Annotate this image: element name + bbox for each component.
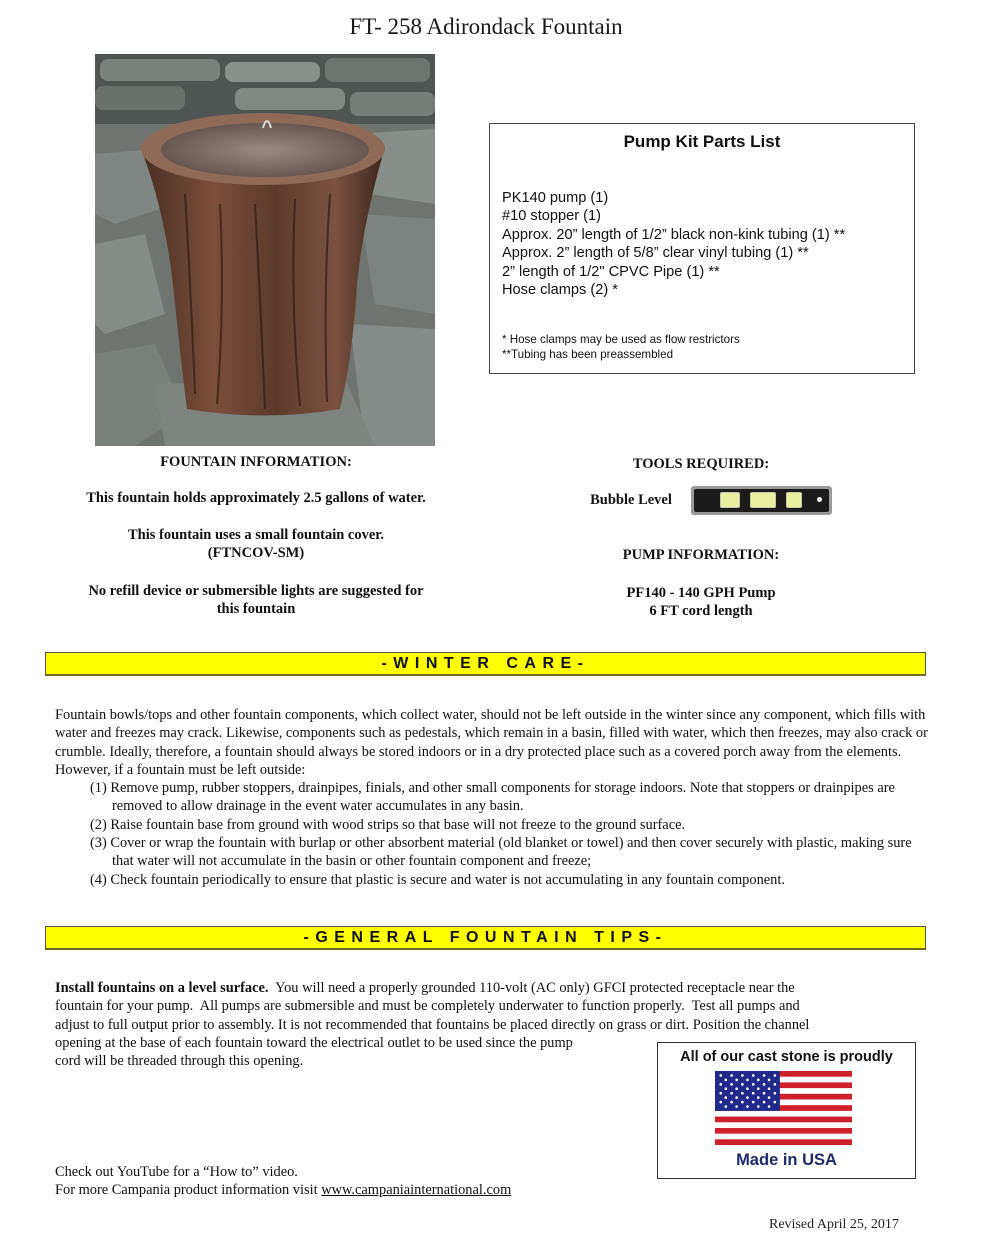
tips-line: fountain for your pump. All pumps are submersible and must be completely underwater to function properly. Test all pumps and bbox=[55, 998, 800, 1015]
parts-list-item: 2” length of 1/2" CPVC Pipe (1) ** bbox=[502, 263, 720, 280]
note-hose-clamps: * Hose clamps may be used as flow restrictors bbox=[502, 333, 740, 346]
tools-required-heading: TOOLS REQUIRED: bbox=[632, 456, 770, 472]
winter-care-step: (3) Cover or wrap the fountain with burlap or other absorbent material (old blanket or towel) and then cover securely with plastic, making sure that water will not accumulate in the basin or other fountain component and freeze; bbox=[90, 835, 912, 870]
fountain-cover-info bbox=[60, 526, 452, 562]
winter-care-intro: Fountain bowls/tops and other fountain components, which collect water, should not be left outside in the winter since any component, which fills with water and freezes may crack. Likewise, components such as pedestals, which remain in a basin, filled with water, which then freezes, may also crack or crumble. Ideally, therefore, a fountain should always be stored indoors or in a dry protected place such as a covered porch away from the elements. However, if a fountain must be left outside: bbox=[55, 707, 928, 778]
fountain-info-heading: FOUNTAIN INFORMATION: bbox=[160, 454, 352, 470]
refill-info bbox=[50, 582, 462, 618]
tips-line: opening at the base of each fountain toward the electrical outlet to be used since the pump bbox=[55, 1034, 573, 1051]
pump-kit-parts-list bbox=[489, 123, 915, 374]
footer bbox=[55, 1163, 511, 1200]
pump-model: PF140 - 140 GPH Pump bbox=[626, 585, 776, 601]
parts-list-item: PK140 pump (1) bbox=[502, 190, 609, 206]
tips-lead: Install fountains on a level surface. bbox=[55, 980, 269, 996]
refill-line: No refill device or submersible lights are suggested for bbox=[88, 583, 424, 599]
fountain-cover-line: This fountain uses a small fountain cover. bbox=[127, 527, 385, 543]
winter-care-step: (2) Raise fountain base from ground with wood strips so that base will not freeze to the ground surface. bbox=[90, 816, 686, 833]
revision-date: Revised April 25, 2017 bbox=[769, 1217, 899, 1232]
fountain-photo bbox=[95, 54, 435, 446]
parts-list-item: Hose clamps (2) * bbox=[502, 282, 618, 299]
winter-care-banner: -WINTER CARE- bbox=[45, 652, 926, 676]
document-title: FT- 258 Adirondack Fountain bbox=[349, 14, 623, 39]
tips-line: adjust to full output prior to assembly. It is not recommended that fountains be placed directly on grass or dirt. Position the channel bbox=[55, 1016, 810, 1033]
tips-text: You will need a properly grounded 110-volt (AC only) GFCI protected receptacle near the bbox=[268, 980, 795, 996]
tips-line bbox=[55, 979, 935, 997]
pump-info-heading: PUMP INFORMATION: bbox=[622, 547, 780, 563]
note-preassembled: **Tubing has been preassembled bbox=[502, 348, 674, 361]
parts-list-notes bbox=[502, 332, 740, 362]
usa-badge-top-text: All of our cast stone is proudly bbox=[680, 1049, 893, 1065]
winter-care-step: (1) Remove pump, rubber stoppers, drainpipes, finials, and other small components for storage indoors. Note that stoppers or drainpipes are removed to allow drainage in the event water accumulates in any basin. bbox=[90, 780, 895, 815]
winter-care-step: (4) Check fountain periodically to ensure that plastic is secure and water is not accumulating in any fountain component. bbox=[90, 871, 785, 888]
bubble-level-icon bbox=[691, 486, 832, 515]
fountain-cover-code: (FTNCOV-SM) bbox=[207, 545, 305, 561]
made-in-usa-badge bbox=[657, 1042, 916, 1179]
more-info-text: For more Campania product information visit bbox=[55, 1182, 322, 1199]
tips-line: cord will be threaded through this opening. bbox=[55, 1053, 304, 1070]
campania-website-link[interactable]: www.campaniainternational.com bbox=[321, 1182, 512, 1199]
parts-list-item: Approx. 20” length of 1/2” black non-kink tubing (1) ** bbox=[502, 226, 846, 243]
fountain-capacity: This fountain holds approximately 2.5 gallons of water. bbox=[86, 490, 426, 506]
cord-length: 6 FT cord length bbox=[649, 603, 753, 619]
parts-list-heading: Pump Kit Parts List bbox=[623, 132, 781, 151]
youtube-note: Check out YouTube for a “How to” video. bbox=[55, 1164, 298, 1180]
pump-info bbox=[580, 584, 822, 620]
general-tips-banner: -GENERAL FOUNTAIN TIPS- bbox=[45, 926, 926, 950]
bubble-level-label: Bubble Level bbox=[590, 492, 672, 508]
refill-line: this fountain bbox=[216, 601, 296, 617]
parts-list-item: Approx. 2” length of 5/8” clear vinyl tubing (1) ** bbox=[502, 245, 809, 262]
parts-list bbox=[502, 189, 845, 299]
more-info-line bbox=[55, 1181, 511, 1199]
winter-care-section bbox=[55, 706, 935, 889]
parts-list-item: #10 stopper (1) bbox=[502, 208, 601, 225]
us-flag-icon bbox=[715, 1071, 852, 1145]
usa-badge-bottom-text: Made in USA bbox=[736, 1151, 837, 1169]
